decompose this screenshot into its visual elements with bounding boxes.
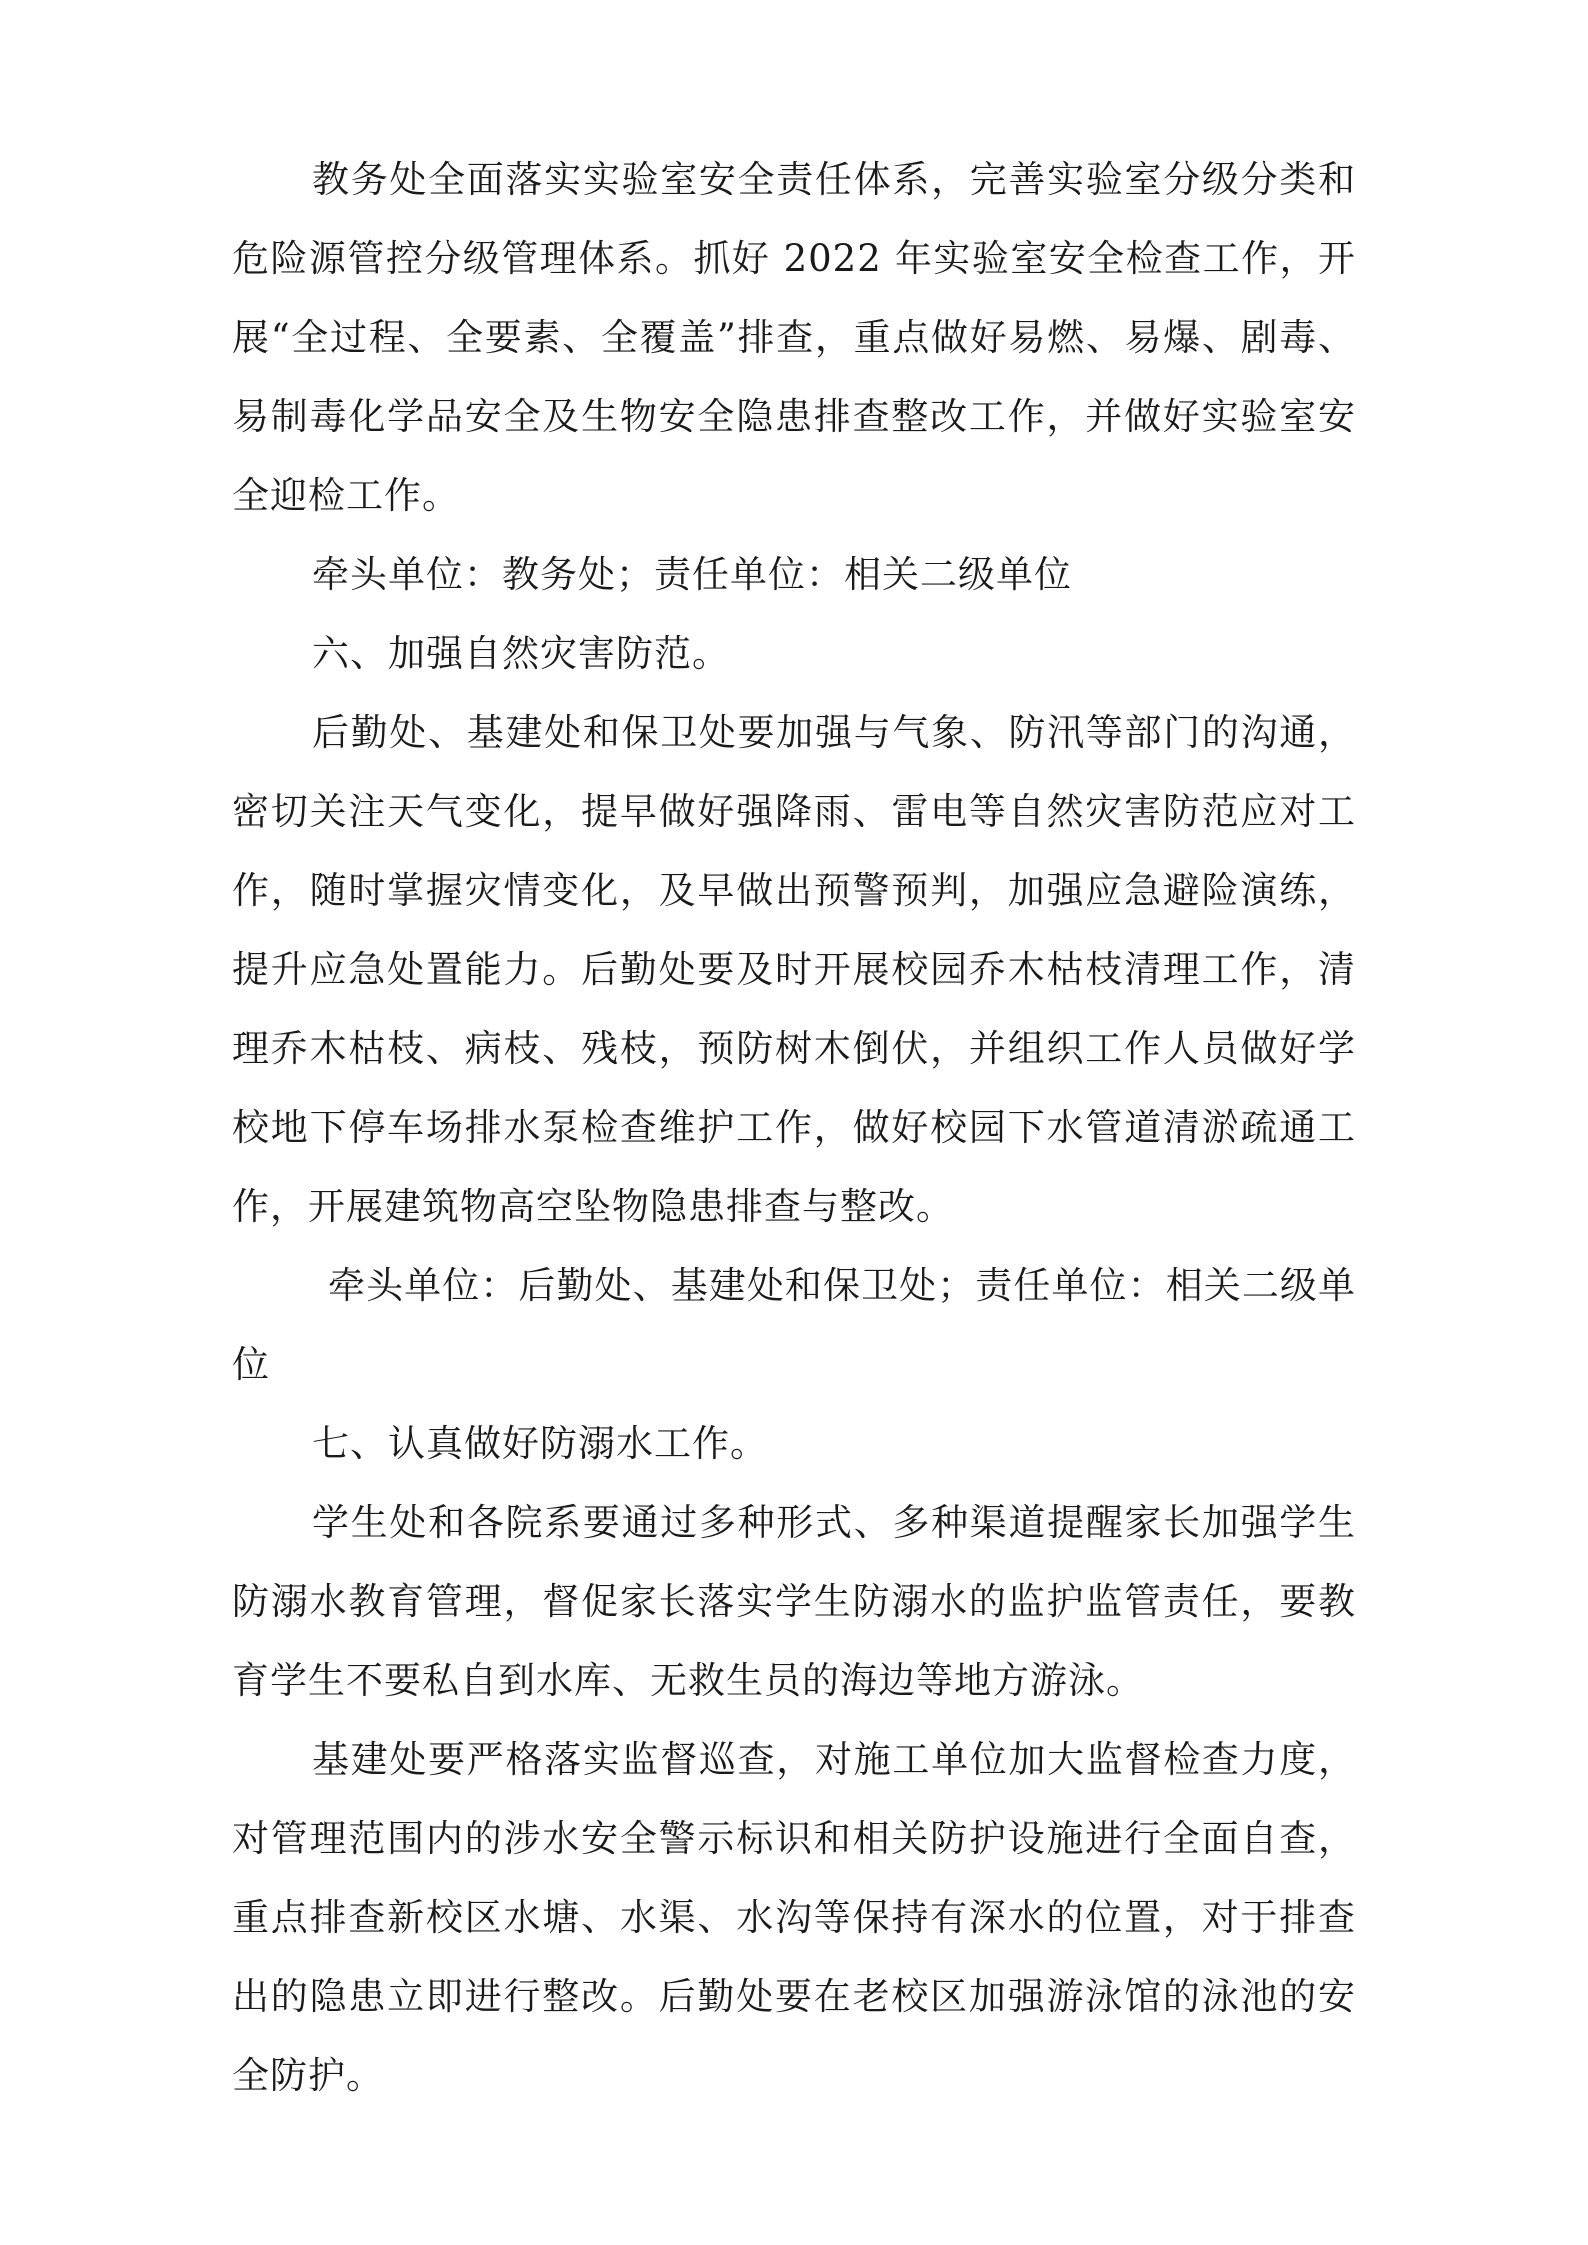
- heading-drowning-prevention: 七、认真做好防溺水工作。: [312, 1422, 768, 1465]
- paragraph-construction-inspection: 基建处要严格落实监督巡查，对施工单位加大监督检查力度，对管理范围内的涉水安全警示标识和相关防护设施进行全面自查，重点排查新校区水塘、水渠、水沟等保持有深水的位置，对于排查出的隐患立即进行整改。后勤处要在老校区加强游泳馆的泳池的安全防护。: [232, 1738, 1356, 2097]
- paragraph-disaster-responsibility: 牵头单位：后勤处、基建处和保卫处；责任单位：相关二级单位: [232, 1264, 1356, 1386]
- paragraph-student-drowning: 学生处和各院系要通过多种形式、多种渠道提醒家长加强学生防溺水教育管理，督促家长落实学生防溺水的监护监管责任，要教育学生不要私自到水库、无救生员的海边等地方游泳。: [232, 1501, 1356, 1702]
- paragraph-natural-disaster: 后勤处、基建处和保卫处要加强与气象、防汛等部门的沟通，密切关注天气变化，提早做好强降雨、雷电等自然灾害防范应对工作，随时掌握灾情变化，及早做出预警预判，加强应急避险演练，提升应急处置能力。后勤处要及时开展校园乔木枯枝清理工作，清理乔木枯枝、病枝、残枝，预防树木倒伏，并组织工作人员做好学校地下停车场排水泵检查维护工作，做好校园下水管道清淤疏通工作，开展建筑物高空坠物隐患排查与整改。: [232, 711, 1356, 1228]
- heading-natural-disaster: 六、加强自然灾害防范。: [312, 632, 730, 675]
- document-body: [232, 140, 1356, 2115]
- paragraph-lab-responsibility: 牵头单位：教务处；责任单位：相关二级单位: [312, 553, 1072, 596]
- paragraph-lab-safety: 教务处全面落实实验室安全责任体系，完善实验室分级分类和危险源管控分级管理体系。抓好 2022 年实验室安全检查工作，开展“全过程、全要素、全覆盖”排查，重点做好易燃、易爆、剧毒、易制毒化学品安全及生物安全隐患排查整改工作，并做好实验室安全迎检工作。: [232, 158, 1356, 517]
